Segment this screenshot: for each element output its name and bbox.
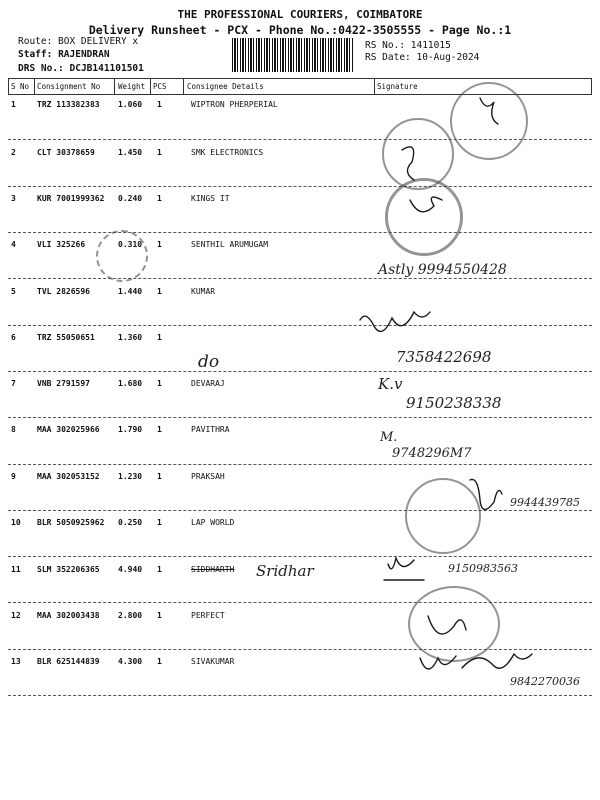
- row-weight: 4.300: [118, 657, 143, 666]
- col-header-signature: Signature: [377, 82, 418, 91]
- row-pcs: 1: [157, 287, 162, 296]
- signature-scribble: [470, 479, 502, 509]
- row-sno: 8: [11, 425, 16, 434]
- row-consignee: WIPTRON PHERPERIAL: [191, 100, 278, 109]
- row-sno: 12: [11, 611, 21, 620]
- row-consignment: CLT 30378659: [37, 148, 95, 157]
- row-sno: 13: [11, 657, 21, 666]
- row-weight: 2.800: [118, 611, 143, 620]
- handwritten-note: 9944439785: [510, 496, 580, 509]
- handwritten-note: do: [198, 352, 220, 372]
- col-header-consignment: Consignment No: [37, 82, 101, 91]
- handwritten-note: Sridhar: [256, 562, 314, 580]
- handwritten-note: 9842270036: [510, 675, 580, 688]
- row-consignment: VNB 2791597: [37, 379, 90, 388]
- col-header-pcs: PCS: [153, 82, 167, 91]
- handwritten-note: 9748296M7: [392, 446, 472, 461]
- row-sno: 11: [11, 565, 21, 574]
- row-weight: 1.360: [118, 333, 143, 342]
- row-weight: 1.060: [118, 100, 143, 109]
- row-weight: 0.240: [118, 194, 143, 203]
- row-weight: 1.440: [118, 287, 143, 296]
- row-consignment: TRZ 55050651: [37, 333, 95, 342]
- col-header-sno: S No: [11, 82, 30, 91]
- signature-scribble: [360, 312, 430, 331]
- row-pcs: 1: [157, 472, 162, 481]
- staff-label: Staff:: [18, 49, 53, 60]
- row-sno: 1: [11, 100, 16, 109]
- col-header-consignee: Consignee Details: [187, 82, 264, 91]
- rs-date: RS Date: 10-Aug-2024: [365, 52, 480, 63]
- drs-label: DRS No.:: [18, 63, 64, 74]
- row-consignee: KINGS IT: [191, 194, 230, 203]
- row-pcs: 1: [157, 333, 162, 342]
- row-weight: 4.940: [118, 565, 143, 574]
- row-sno: 3: [11, 194, 16, 203]
- row-pcs: 1: [157, 194, 162, 203]
- row-weight: 0.250: [118, 518, 143, 527]
- company-name: THE PROFESSIONAL COURIERS, COIMBATORE: [177, 8, 423, 21]
- row-pcs: 1: [157, 100, 162, 109]
- row-sno: 4: [11, 240, 16, 249]
- row-weight: 1.790: [118, 425, 143, 434]
- row-pcs: 1: [157, 518, 162, 527]
- row-consignment: KUR 7001999362: [37, 194, 105, 203]
- signature-scribble: [420, 654, 532, 669]
- row-consignment: BLR 5050925962: [37, 518, 105, 527]
- signature-scribble: [402, 147, 414, 180]
- row-weight: 1.680: [118, 379, 143, 388]
- row-consignment: MAA 302053152: [37, 472, 100, 481]
- row-consignee: DEVARAJ: [191, 379, 225, 388]
- row-consignment: SLM 352206365: [37, 565, 100, 574]
- row-sno: 6: [11, 333, 16, 342]
- row-pcs: 1: [157, 240, 162, 249]
- route: Route: BOX DELIVERY x: [18, 36, 139, 47]
- row-consignment: BLR 625144839: [37, 657, 100, 666]
- handwritten-note: 9150238338: [406, 394, 502, 412]
- row-consignment: MAA 302025966: [37, 425, 100, 434]
- row-sno: 2: [11, 148, 16, 157]
- handwritten-note: M.: [380, 430, 398, 445]
- runsheet-subtitle: Delivery Runsheet - PCX - Phone No.:0422-3505555 - Page No.:1: [88, 23, 512, 37]
- handwritten-note: 9150983563: [448, 562, 518, 575]
- row-consignee: SIVAKUMAR: [191, 657, 235, 666]
- row-consignment: MAA 302003438: [37, 611, 100, 620]
- row-consignee: SMK ELECTRONICS: [191, 148, 264, 157]
- row-sno: 5: [11, 287, 16, 296]
- row-consignment: VLI 325266: [37, 240, 86, 249]
- row-pcs: 1: [157, 148, 162, 157]
- row-sno: 10: [11, 518, 21, 527]
- row-consignee: KUMAR: [191, 287, 216, 296]
- row-consignee: PERFECT: [191, 611, 225, 620]
- handwritten-note: K.v: [378, 375, 403, 393]
- row-consignee: SIDDHARTH: [191, 565, 235, 574]
- row-pcs: 1: [157, 611, 162, 620]
- row-sno: 7: [11, 379, 16, 388]
- row-weight: 0.310: [118, 240, 143, 249]
- row-pcs: 1: [157, 379, 162, 388]
- row-pcs: 1: [157, 657, 162, 666]
- signature-scribble: [428, 616, 466, 634]
- row-consignment: TVL 2826596: [37, 287, 90, 296]
- row-consignee: PRAKSAH: [191, 472, 225, 481]
- row-consignment: TRZ 113382383: [37, 100, 100, 109]
- row-consignee: PAVITHRA: [191, 425, 230, 434]
- rs-number: RS No.: 1411015: [365, 40, 451, 51]
- row-weight: 1.450: [118, 148, 143, 157]
- drs-number: DCJB141101501: [69, 63, 144, 74]
- handwritten-note: Astly 9994550428: [378, 262, 507, 278]
- row-pcs: 1: [157, 565, 162, 574]
- signature-scribble: [384, 558, 424, 580]
- signature-scribble: [410, 197, 442, 212]
- row-pcs: 1: [157, 425, 162, 434]
- handwritten-note: 7358422698: [396, 348, 492, 366]
- signature-scribble: [480, 98, 498, 124]
- row-sno: 9: [11, 472, 16, 481]
- col-header-weight: Weight: [118, 82, 146, 91]
- row-weight: 1.230: [118, 472, 143, 481]
- row-consignee: LAP WORLD: [191, 518, 235, 527]
- row-consignee: SENTHIL ARUMUGAM: [191, 240, 269, 249]
- staff-name: RAJENDRAN: [58, 49, 110, 60]
